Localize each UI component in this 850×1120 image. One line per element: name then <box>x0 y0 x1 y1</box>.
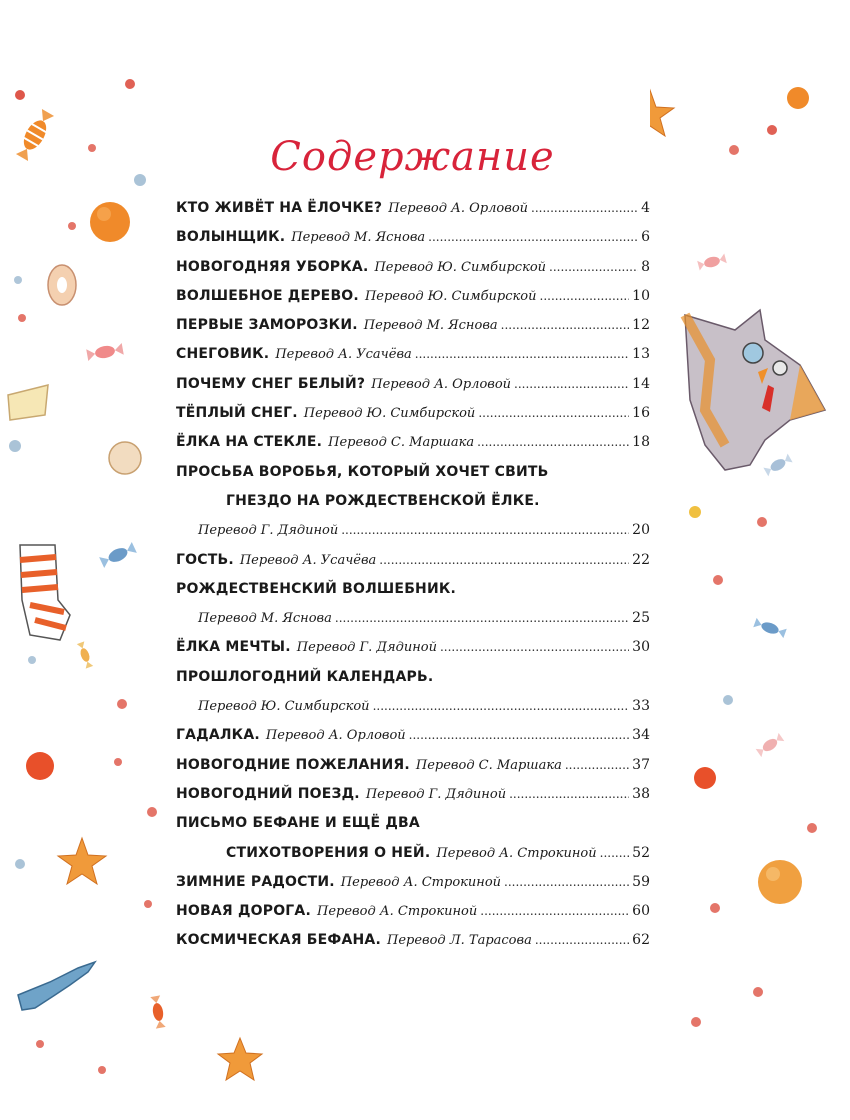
toc-entry <box>176 317 650 346</box>
cookie-icon <box>48 265 76 305</box>
toc-entry <box>176 932 650 961</box>
toc-entry <box>176 346 650 375</box>
bead-icon <box>15 859 25 869</box>
bead-icon <box>117 699 127 709</box>
cake-slice-icon <box>8 385 48 420</box>
toc-leader-dots <box>509 787 629 801</box>
bead-icon <box>18 314 26 322</box>
toc-entry-page-number: 59 <box>632 873 650 890</box>
candy-icon <box>86 343 124 361</box>
candy-icon <box>763 454 792 477</box>
toc-entry-title: ЗИМНИЕ РАДОСТИ. <box>176 873 335 890</box>
toc-entry-page-number: 52 <box>632 844 650 861</box>
toc-entry-page-number: 16 <box>632 405 650 422</box>
orange-icon <box>758 860 802 904</box>
toc-leader-dots <box>335 611 629 625</box>
toc-entry-translator: Перевод А. Усачёва <box>239 552 377 568</box>
toc-entry-translator: Перевод Л. Тарасова <box>386 933 532 949</box>
toc-leader-dots <box>565 758 629 772</box>
toc-entry <box>176 610 650 639</box>
toc-entry-page-number: 12 <box>632 317 650 334</box>
toc-entry-title: ГАДАЛКА. <box>176 727 260 744</box>
toc-entry <box>176 581 650 610</box>
toc-leader-dots <box>373 699 630 713</box>
decoration-left <box>0 0 175 1120</box>
toc-entry-page-number: 37 <box>632 756 650 773</box>
owl-illustration <box>685 310 825 470</box>
toc-entry-title: КОСМИЧЕСКАЯ БЕФАНА. <box>176 932 381 949</box>
orange-icon <box>90 202 130 242</box>
toc-entry <box>176 727 650 756</box>
toc-entry-translator: Перевод Г. Дядиной <box>198 523 339 539</box>
orange-icon <box>787 87 809 109</box>
toc-entry <box>176 288 650 317</box>
toc-entry-translator: Перевод А. Орловой <box>388 201 529 216</box>
toc-entry-title: ВОЛШЕБНОЕ ДЕРЕВО. <box>176 287 359 304</box>
toc-leader-dots <box>415 347 629 361</box>
toc-entry-title: КТО ЖИВЁТ НА ЁЛОЧКЕ? <box>176 200 383 216</box>
bead-icon <box>28 656 36 664</box>
toc-entry-translator: Перевод А. Орловой <box>265 728 406 744</box>
toc-entry-translator: Перевод А. Усачёва <box>275 347 412 363</box>
toc-entry-translator: Перевод М. Яснова <box>291 230 426 246</box>
toc-entry-title: ПРОСЬБА ВОРОБЬЯ, КОТОРЫЙ ХОЧЕТ СВИТЬ <box>176 463 549 480</box>
page-title: Содержание <box>270 134 555 180</box>
toc-entry-page-number: 20 <box>632 522 650 539</box>
toc-entry-title: НОВОГОДНЯЯ УБОРКА. <box>176 258 369 275</box>
toc-leader-dots <box>379 553 629 567</box>
toc-entry-translator: Перевод Ю. Симбирской <box>374 259 547 275</box>
bead-icon <box>36 1040 44 1048</box>
toc-entry-page-number: 6 <box>641 229 650 246</box>
toc-entry <box>176 493 650 522</box>
toc-entry <box>176 229 650 258</box>
toc-leader-dots <box>540 289 630 303</box>
toc-entry-title: ВОЛЫНЩИК. <box>176 229 286 246</box>
bead-icon <box>9 440 21 452</box>
star-icon <box>218 1038 262 1080</box>
toc-entry-page-number: 10 <box>632 287 650 304</box>
toc-entry <box>176 259 650 288</box>
toc-entry-translator: Перевод Ю. Симбирской <box>303 406 476 422</box>
toc-entry-title: РОЖДЕСТВЕНСКИЙ ВОЛШЕБНИК. <box>176 580 457 597</box>
toc-entry-title: ЁЛКА МЕЧТЫ. <box>176 639 291 656</box>
toc-leader-dots <box>428 230 638 244</box>
toc-entry-page-number: 14 <box>632 375 650 392</box>
toc-entry-translator: Перевод А. Орловой <box>371 376 512 392</box>
toc-entry-page-number: 38 <box>632 785 650 802</box>
bead-icon <box>114 758 122 766</box>
toc-entry-translator: Перевод А. Строкиной <box>436 845 597 861</box>
toc-entry-translator: Перевод М. Яснова <box>363 318 498 334</box>
table-of-contents <box>176 200 650 962</box>
toc-entry-translator: Перевод Г. Дядиной <box>296 640 437 656</box>
toc-leader-dots <box>478 406 629 420</box>
bead-icon <box>807 823 817 833</box>
bead-icon <box>98 1066 106 1074</box>
toc-entry-title: ПРОШЛОГОДНИЙ КАЛЕНДАРЬ. <box>176 668 434 685</box>
bead-icon <box>713 575 723 585</box>
toc-leader-dots <box>440 640 629 654</box>
toc-leader-dots <box>504 875 629 889</box>
star-icon <box>58 838 106 884</box>
toc-entry-title: ПЕРВЫЕ ЗАМОРОЗКИ. <box>176 317 358 334</box>
toc-leader-dots <box>409 728 630 742</box>
bead-icon <box>147 807 157 817</box>
toc-entry-page-number: 62 <box>632 932 650 949</box>
toc-entry <box>176 434 650 463</box>
toc-entry <box>176 522 650 551</box>
bead-icon <box>68 222 76 230</box>
sock-icon <box>20 545 70 640</box>
crocodile-icon <box>18 962 95 1010</box>
candy-icon <box>150 995 165 1028</box>
toc-leader-dots <box>531 201 638 215</box>
bead-icon <box>691 1017 701 1027</box>
toc-entry-page-number: 13 <box>632 346 650 363</box>
toc-entry <box>176 815 650 844</box>
toc-entry-translator: Перевод С. Маршака <box>415 757 562 773</box>
toc-leader-dots <box>535 933 629 947</box>
candy-icon <box>14 108 56 162</box>
decoration-right <box>650 0 850 1120</box>
orange-icon <box>26 752 54 780</box>
toc-entry-translator: Перевод Ю. Симбирской <box>364 288 537 304</box>
toc-entry-translator: Перевод А. Строкиной <box>317 904 478 920</box>
toc-entry-page-number: 25 <box>632 610 650 627</box>
bead-icon <box>689 506 701 518</box>
decoration-bottom <box>175 1010 375 1120</box>
star-icon <box>650 90 674 136</box>
toc-entry-title: НОВАЯ ДОРОГА. <box>176 903 311 920</box>
toc-leader-dots <box>600 846 630 860</box>
bead-icon <box>757 517 767 527</box>
toc-entry-title: СНЕГОВИК. <box>176 346 270 363</box>
toc-entry <box>176 405 650 434</box>
toc-entry-page-number: 4 <box>641 200 650 216</box>
toc-leader-dots <box>549 260 638 274</box>
toc-entry <box>176 552 650 581</box>
toc-entry-translator: Перевод С. Маршака <box>328 435 475 451</box>
bead-icon <box>88 144 96 152</box>
bead-icon <box>125 79 135 89</box>
toc-entry <box>176 903 650 932</box>
bead-icon <box>134 174 146 186</box>
toc-entry-page-number: 30 <box>632 639 650 656</box>
toc-entry-page-number: 8 <box>641 258 650 275</box>
bead-icon <box>767 125 777 135</box>
toc-leader-dots <box>501 318 630 332</box>
toc-entry-title: ЁЛКА НА СТЕКЛЕ. <box>176 434 323 451</box>
toc-leader-dots <box>341 523 629 537</box>
cookie-icon <box>109 442 141 474</box>
toc-entry <box>176 874 650 903</box>
bead-icon <box>729 145 739 155</box>
toc-leader-dots <box>477 435 629 449</box>
toc-entry-title: ГОСТЬ. <box>176 551 234 568</box>
toc-entry-page-number: 34 <box>632 727 650 744</box>
candy-icon <box>77 641 93 668</box>
toc-entry-title: ПИСЬМО БЕФАНЕ И ЕЩЁ ДВА <box>176 815 420 832</box>
toc-entry-page-number: 60 <box>632 903 650 920</box>
toc-entry-title: ГНЕЗДО НА РОЖДЕСТВЕНСКОЙ ЁЛКЕ. <box>226 492 540 509</box>
toc-leader-dots <box>514 377 629 391</box>
candy-icon <box>697 254 727 271</box>
toc-entry-page-number: 22 <box>632 551 650 568</box>
toc-entry <box>176 786 650 815</box>
toc-entry-title: ПОЧЕМУ СНЕГ БЕЛЫЙ? <box>176 375 366 392</box>
bead-icon <box>723 695 733 705</box>
candy-icon <box>753 618 786 638</box>
toc-entry-title: СТИХОТВОРЕНИЯ О НЕЙ. <box>226 844 431 861</box>
candy-icon <box>99 542 137 568</box>
bead-icon <box>753 987 763 997</box>
toc-entry-translator: Перевод Г. Дядиной <box>365 786 507 802</box>
toc-entry-page-number: 18 <box>632 434 650 451</box>
toc-entry-translator: Перевод М. Яснова <box>198 611 332 627</box>
bead-icon <box>15 90 25 100</box>
orange-icon <box>694 767 716 789</box>
toc-entry-title: НОВОГОДНИЙ ПОЕЗД. <box>176 785 360 802</box>
toc-entry-page-number: 33 <box>632 698 650 715</box>
toc-entry <box>176 639 650 668</box>
toc-leader-dots <box>480 904 629 918</box>
toc-entry-translator: Перевод Ю. Симбирской <box>198 699 370 715</box>
candy-icon <box>756 733 785 757</box>
toc-entry <box>176 464 650 493</box>
toc-entry <box>176 669 650 698</box>
toc-entry <box>176 845 650 874</box>
toc-entry <box>176 376 650 405</box>
toc-entry-title: НОВОГОДНИЕ ПОЖЕЛАНИЯ. <box>176 756 410 773</box>
bead-icon <box>14 276 22 284</box>
toc-entry-title: ТЁПЛЫЙ СНЕГ. <box>176 405 298 422</box>
toc-entry <box>176 200 650 229</box>
bead-icon <box>144 900 152 908</box>
toc-entry <box>176 757 650 786</box>
toc-entry-translator: Перевод А. Строкиной <box>340 874 502 890</box>
toc-entry <box>176 698 650 727</box>
bead-icon <box>710 903 720 913</box>
